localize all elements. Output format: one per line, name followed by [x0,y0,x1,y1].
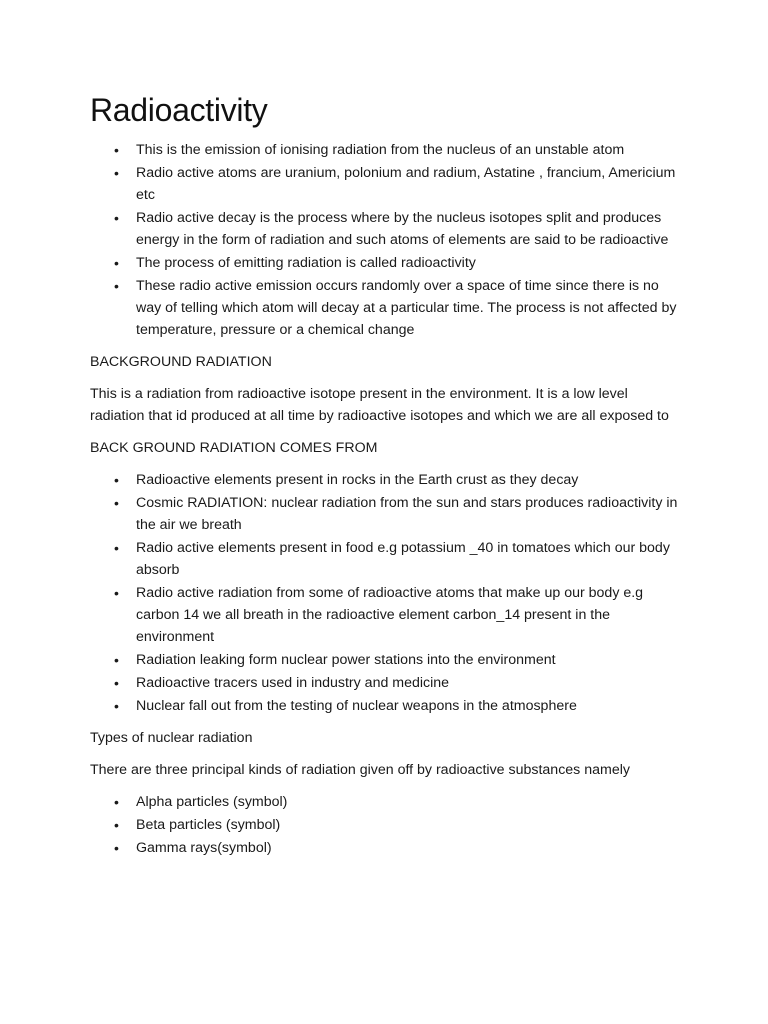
bullet-icon: • [114,584,119,601]
list-item [90,672,684,694]
list-item [90,207,684,251]
list-item-text: Cosmic RADIATION: nuclear radiation from the sun and stars produces radioactivity in the air we breath [136,494,678,533]
list-item-text: Radio active atoms are uranium, polonium and radium, Astatine , francium, Americium etc [136,164,676,203]
bullet-icon: • [114,839,119,856]
bullet-icon: • [114,141,119,158]
list-item-text: The process of emitting radiation is called radioactivity [136,254,476,271]
bullet-icon: • [114,494,119,511]
bullet-icon: • [114,254,119,271]
list-item [90,649,684,671]
list-item-text: Radiation leaking form nuclear power stations into the environment [136,651,556,668]
list-item-text: This is the emission of ionising radiation from the nucleus of an unstable atom [136,141,625,158]
background-radiation-paragraph: This is a radiation from radioactive isotope present in the environment. It is a low level radiation that id produced at all time by radioactive isotopes and which we are all exposed to [90,385,669,424]
intro-bullet-list [90,139,690,341]
list-item-text: Nuclear fall out from the testing of nuclear weapons in the atmosphere [136,697,577,714]
bullet-icon: • [114,651,119,668]
list-item [90,492,684,536]
list-item [90,582,684,648]
list-item-text: Alpha particles (symbol) [136,793,288,810]
background-radiation-heading: BACKGROUND RADIATION [90,353,272,370]
list-item-text: Radioactive tracers used in industry and medicine [136,674,450,691]
types-heading: Types of nuclear radiation [90,729,253,746]
bullet-icon: • [114,816,119,833]
list-item-text: These radio active emission occurs randomly over a space of time since there is no way of telling which atom will decay at a particular time. The process is not affected by temperature, pressure or a chemical change [136,277,677,338]
list-item-text: Radio active decay is the process where by the nucleus isotopes split and produces energy in the form of radiation and such atoms of elements are said to be radioactive [136,209,669,248]
list-item [90,537,684,581]
bullet-icon: • [114,539,119,556]
bullet-icon: • [114,793,119,810]
types-bullet-list [90,791,690,859]
document-title: Radioactivity [90,92,268,128]
list-item-text: Gamma rays(symbol) [136,839,272,856]
list-item [90,139,684,161]
bullet-icon: • [114,471,119,488]
list-item [90,837,684,859]
bullet-icon: • [114,674,119,691]
sources-bullet-list [90,469,690,717]
list-item [90,695,684,717]
background-sources-heading: BACK GROUND RADIATION COMES FROM [90,439,378,456]
list-item-text: Radio active radiation from some of radioactive atoms that make up our body e.g carbon 14 we all breath in the radioactive element carbon_14 present in the environment [136,584,644,645]
list-item [90,275,684,341]
list-item [90,814,684,836]
bullet-icon: • [114,164,119,181]
types-paragraph: There are three principal kinds of radiation given off by radioactive substances namely [90,761,630,778]
bullet-icon: • [114,697,119,714]
list-item [90,162,684,206]
list-item-text: Radio active elements present in food e.g potassium _40 in tomatoes which our body absorb [136,539,670,578]
bullet-icon: • [114,277,119,294]
list-item [90,252,684,274]
list-item [90,791,684,813]
list-item-text: Radioactive elements present in rocks in the Earth crust as they decay [136,471,579,488]
document-page [90,92,690,860]
list-item-text: Beta particles (symbol) [136,816,281,833]
list-item [90,469,684,491]
bullet-icon: • [114,209,119,226]
